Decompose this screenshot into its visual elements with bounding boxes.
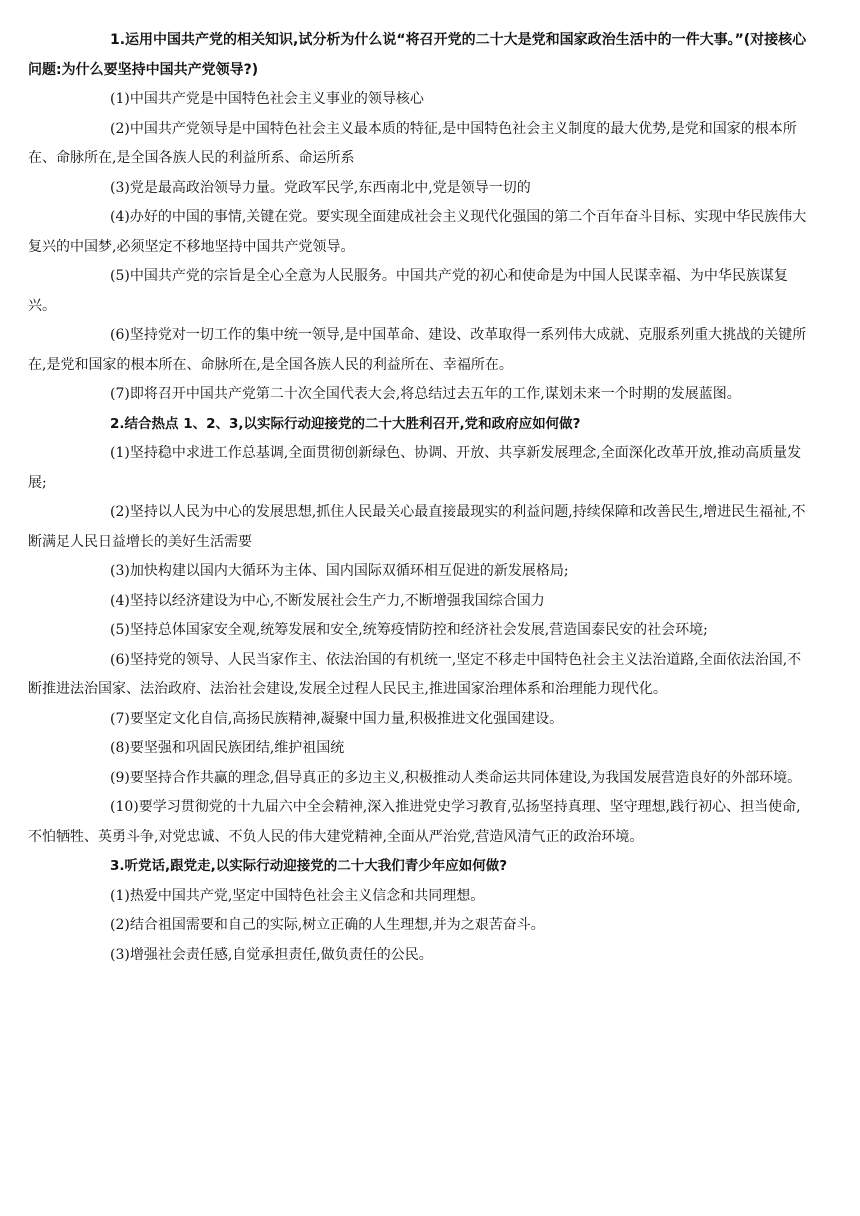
- section-1: [28, 26, 810, 410]
- list-item: (2)结合祖国需要和自己的实际,树立正确的人生理想,并为之艰苦奋斗。: [110, 917, 545, 933]
- list-item: (4)坚持以经济建设为中心,不断发展社会生产力,不断增强我国综合国力: [110, 592, 545, 609]
- list-item: (3)党是最高政治领导力量。党政军民学,东西南北中,党是领导一切的: [110, 179, 531, 196]
- section-heading: 3.听党话,跟党走,以实际行动迎接党的二十大我们青少年应如何做?: [110, 858, 508, 874]
- section-2: [28, 410, 810, 853]
- list-item: (6)坚持党对一切工作的集中统一领导,是中国革命、建设、改革取得一系列伟大成就、克服系列重大挑战的关键所在,是党和国家的根本所在、命脉所在,是全国各族人民的利益所在、幸福所在。: [28, 327, 807, 373]
- list-item: (3)加快构建以国内大循环为主体、国内国际双循环相互促进的新发展格局;: [110, 563, 569, 579]
- list-item: (7)即将召开中国共产党第二十次全国代表大会,将总结过去五年的工作,谋划未来一个时期的发展蓝图。: [110, 386, 741, 402]
- list-item: (5)中国共产党的宗旨是全心全意为人民服务。中国共产党的初心和使命是为中国人民谋幸福、为中华民族谋复兴。: [28, 268, 788, 314]
- list-item: (4)办好的中国的事情,关键在党。要实现全面建成社会主义现代化强国的第二个百年奋斗目标、实现中华民族伟大复兴的中国梦,必须坚定不移地坚持中国共产党领导。: [28, 209, 807, 255]
- section-heading: 2.结合热点 1、2、3,以实际行动迎接党的二十大胜利召开,党和政府应如何做?: [110, 415, 581, 432]
- list-item: (1)热爱中国共产党,坚定中国特色社会主义信念和共同理想。: [110, 887, 485, 904]
- list-item: (5)坚持总体国家安全观,统筹发展和安全,统筹疫情防控和经济社会发展,营造国泰民安的社会环境;: [110, 622, 708, 638]
- list-item: (9)要坚持合作共赢的理念,倡导真正的多边主义,积极推动人类命运共同体建设,为我国发展营造良好的外部环境。: [110, 769, 802, 786]
- section-3: [80, 852, 810, 970]
- list-item: (2)坚持以人民为中心的发展思想,抓住人民最关心最直接最现实的利益问题,持续保障和改善民生,增进民生福祉,不断满足人民日益增长的美好生活需要: [28, 504, 806, 550]
- list-item: (1)坚持稳中求进工作总基调,全面贯彻创新绿色、协调、开放、共享新发展理念,全面深化改革开放,推动高质量发展;: [28, 445, 802, 491]
- list-item: (8)要坚强和巩固民族团结,维护祖国统: [110, 740, 345, 756]
- section-heading: 1.运用中国共产党的相关知识,试分析为什么说“将召开党的二十大是党和国家政治生活中的一件大事。”(对接核心问题:为什么要坚持中国共产党领导?): [28, 32, 807, 78]
- list-item: (7)要坚定文化自信,高扬民族精神,凝聚中国力量,积极推进文化强国建设。: [110, 710, 564, 727]
- list-item: (1)中国共产党是中国特色社会主义事业的领导核心: [110, 91, 424, 107]
- list-item: (10)要学习贯彻党的十九届六中全会精神,深入推进党史学习教育,弘扬坚持真理、坚守理想,践行初心、担当使命,不怕牺牲、英勇斗争,对党忠诚、不负人民的伟大建党精神,全面从严治党,营造风清气正的政治环境。: [28, 799, 801, 845]
- list-item: (6)坚持党的领导、人民当家作主、依法治国的有机统一,坚定不移走中国特色社会主义法治道路,全面依法治国,不断推进法治国家、法治政府、法治社会建设,发展全过程人民民主,推进国家治理体系和治理能力现代化。: [28, 651, 802, 697]
- list-item: (3)增强社会责任感,自觉承担责任,做负责任的公民。: [110, 946, 433, 963]
- list-item: (2)中国共产党领导是中国特色社会主义最本质的特征,是中国特色社会主义制度的最大优势,是党和国家的根本所在、命脉所在,是全国各族人民的利益所系、命运所系: [28, 120, 797, 166]
